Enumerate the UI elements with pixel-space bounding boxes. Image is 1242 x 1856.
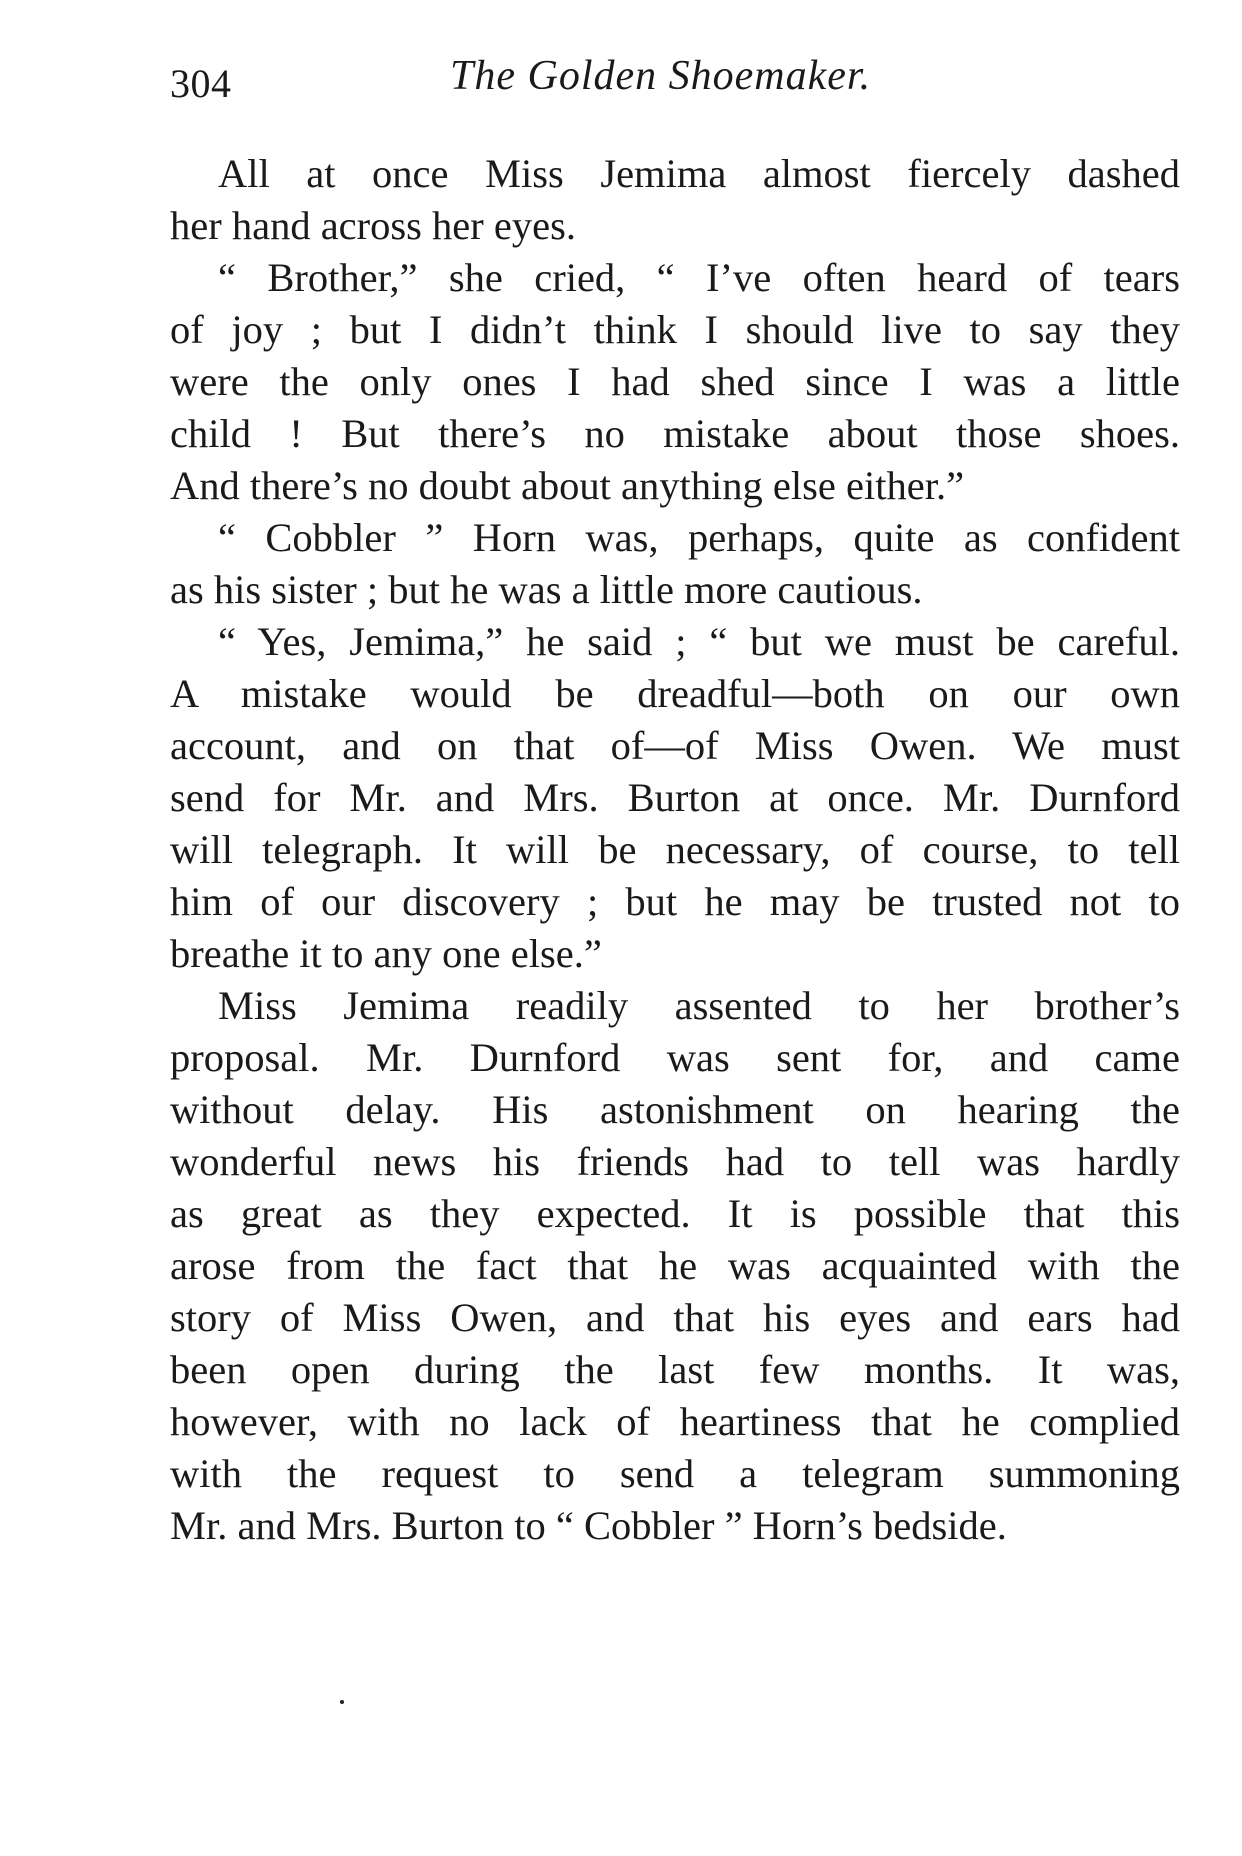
page-number: 304 (170, 61, 232, 106)
text-line: of joy ; but I didn’t think I should live to say they (170, 307, 1180, 352)
text-line: been open during the last few months. It was, (170, 1347, 1180, 1392)
ink-speck (340, 1700, 344, 1704)
text-line: account, and on that of—of Miss Owen. We must (170, 723, 1180, 768)
text-line: Mr. and Mrs. Burton to “ Cobbler ” Horn’s bedside. (170, 1503, 1007, 1548)
text-line: her hand across her eyes. (170, 203, 576, 248)
text-line: “ Brother,” she cried, “ I’ve often heard of tears (218, 255, 1180, 300)
text-line: were the only ones I had shed since I was a little (170, 359, 1180, 404)
text-line: as great as they expected. It is possible that this (170, 1191, 1180, 1236)
text-line: as his sister ; but he was a little more cautious. (170, 567, 923, 612)
text-line: “ Cobbler ” Horn was, perhaps, quite as confident (218, 515, 1180, 560)
text-line: with the request to send a telegram summoning (170, 1451, 1180, 1496)
text-line: without delay. His astonishment on hearing the (170, 1087, 1180, 1132)
text-line: him of our discovery ; but he may be trusted not to (170, 879, 1180, 924)
text-line: breathe it to any one else.” (170, 931, 602, 976)
text-line: Miss Jemima readily assented to her brother’s (218, 983, 1180, 1028)
running-head (170, 52, 1190, 112)
text-line: story of Miss Owen, and that his eyes and ears had (170, 1295, 1180, 1340)
text-line: proposal. Mr. Durnford was sent for, and came (170, 1035, 1180, 1080)
text-line: And there’s no doubt about anything else either.” (170, 463, 965, 508)
text-line: A mistake would be dreadful—both on our own (170, 671, 1180, 716)
running-title: The Golden Shoemaker. (450, 53, 872, 99)
text-line: wonderful news his friends had to tell was hardly (170, 1139, 1180, 1184)
body-text (170, 148, 1180, 1552)
text-line: send for Mr. and Mrs. Burton at once. Mr. Durnford (170, 775, 1180, 820)
text-line: All at once Miss Jemima almost fiercely dashed (218, 151, 1180, 196)
text-line: however, with no lack of heartiness that he complied (170, 1399, 1180, 1444)
text-line: “ Yes, Jemima,” he said ; “ but we must be careful. (218, 619, 1180, 664)
text-line: child ! But there’s no mistake about those shoes. (170, 411, 1180, 456)
text-line: arose from the fact that he was acquainted with the (170, 1243, 1180, 1288)
text-line: will telegraph. It will be necessary, of course, to tell (170, 827, 1180, 872)
